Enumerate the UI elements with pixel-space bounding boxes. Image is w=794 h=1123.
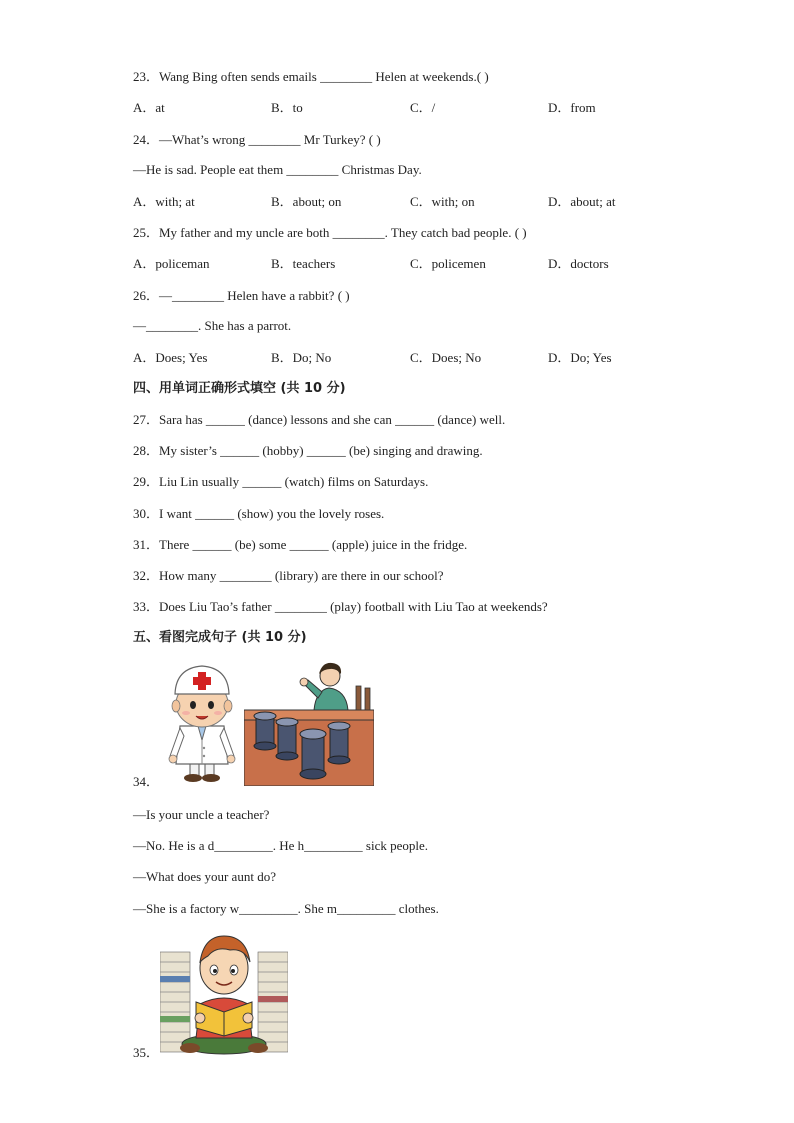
q25-option-c: C．policemen bbox=[410, 256, 486, 271]
q26-option-d: D．Do; Yes bbox=[548, 350, 612, 365]
q25-option-a: A．policeman bbox=[133, 256, 210, 271]
q23-stem: 23．Wang Bing often sends emails ________ Helen at weekends.( ) bbox=[133, 69, 489, 84]
q34-number: 34． bbox=[133, 774, 160, 789]
q25-option-d: D．doctors bbox=[548, 256, 609, 271]
q23-option-b: B．to bbox=[271, 100, 303, 115]
doctor-picture bbox=[162, 660, 242, 786]
factory-worker-picture bbox=[244, 660, 374, 786]
boy-reading-picture bbox=[160, 932, 288, 1056]
q24-stem: 24．—What’s wrong ________ Mr Turkey? ( ) bbox=[133, 132, 381, 147]
q33-line: 33．Does Liu Tao’s father ________ (play) football with Liu Tao at weekends? bbox=[133, 599, 548, 614]
q31-line: 31．There ______ (be) some ______ (apple) juice in the fridge. bbox=[133, 537, 468, 552]
q34-line-4: —She is a factory w_________. She m_________ clothes. bbox=[133, 901, 439, 916]
q29-line: 29．Liu Lin usually ______ (watch) films on Saturdays. bbox=[133, 474, 429, 489]
q34-line-1: —Is your uncle a teacher? bbox=[133, 807, 270, 822]
q23-option-a: A．at bbox=[133, 100, 165, 115]
q26-option-a: A．Does; Yes bbox=[133, 350, 208, 365]
q28-line: 28．My sister’s ______ (hobby) ______ (be) singing and drawing. bbox=[133, 443, 483, 458]
q35-number: 35． bbox=[133, 1045, 160, 1060]
q24-option-a: A．with; at bbox=[133, 194, 195, 209]
section-5-heading: 五、看图完成句子 (共 10 分) bbox=[133, 630, 307, 645]
q34-line-3: —What does your aunt do? bbox=[133, 869, 276, 884]
q26-option-c: C．Does; No bbox=[410, 350, 482, 365]
section-4-heading: 四、用单词正确形式填空 (共 10 分) bbox=[133, 381, 346, 396]
q23-option-d: D．from bbox=[548, 100, 596, 115]
q32-line: 32．How many ________ (library) are there in our school? bbox=[133, 568, 444, 583]
q27-line: 27．Sara has ______ (dance) lessons and she can ______ (dance) well. bbox=[133, 412, 506, 427]
q26-stem-2: —________. She has a parrot. bbox=[133, 318, 292, 333]
q26-stem: 26．—________ Helen have a rabbit? ( ) bbox=[133, 288, 350, 303]
q30-line: 30．I want ______ (show) you the lovely roses. bbox=[133, 506, 385, 521]
q24-option-b: B．about; on bbox=[271, 194, 342, 209]
q24-stem-2: —He is sad. People eat them ________ Christmas Day. bbox=[133, 162, 422, 177]
q24-option-c: C．with; on bbox=[410, 194, 475, 209]
q25-option-b: B．teachers bbox=[271, 256, 336, 271]
q24-option-d: D．about; at bbox=[548, 194, 616, 209]
q25-stem: 25．My father and my uncle are both ________. They catch bad people. ( ) bbox=[133, 225, 527, 240]
q23-option-c: C．/ bbox=[410, 100, 436, 115]
q34-line-2: —No. He is a d_________. He h_________ sick people. bbox=[133, 838, 428, 853]
q26-option-b: B．Do; No bbox=[271, 350, 332, 365]
